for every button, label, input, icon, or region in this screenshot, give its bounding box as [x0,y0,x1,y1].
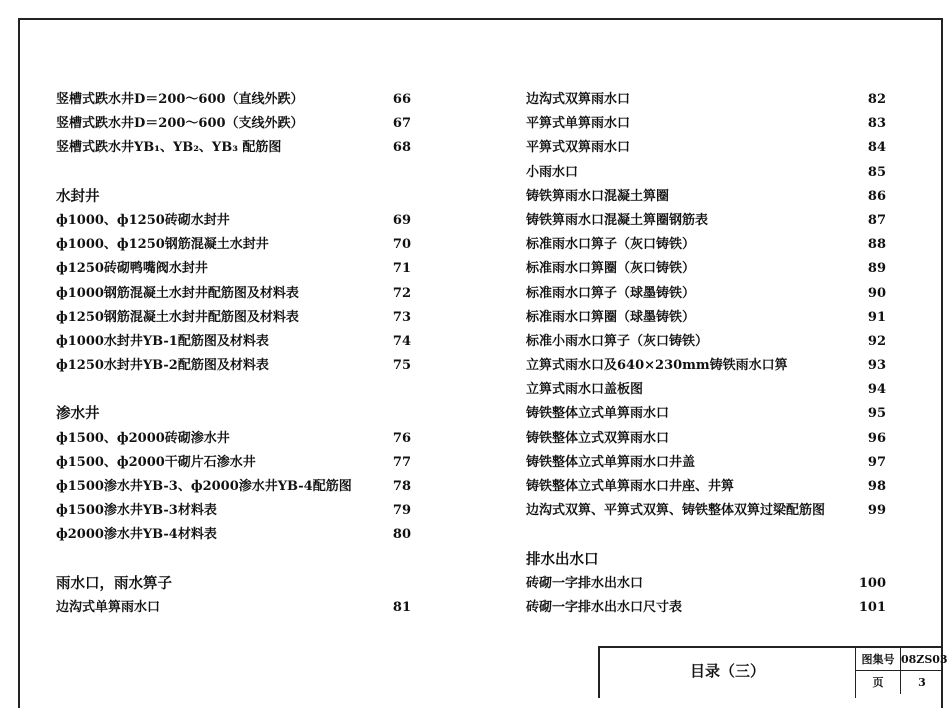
toc-entry [56,475,416,499]
toc-entry-page: 100 [858,575,886,591]
toc-entry-page: 67 [392,116,411,132]
section-heading [56,185,416,209]
toc-entry [56,112,416,136]
toc-entry-title: 砖砌一字排水出水口尺寸表 [526,599,683,615]
toc-entry-title: ф1250钢筋混凝土水封井配筋图及材料表 [56,309,299,325]
toc-entry-page: 77 [392,454,411,470]
toc-entry [526,572,886,596]
toc-entry-title: 边沟式单箅雨水口 [56,599,161,615]
toc-entry-page: 86 [867,188,886,204]
toc-entry-title: ф1000、ф1250砖砌水封井 [56,212,230,228]
toc-entry [56,427,416,451]
toc-entry [526,330,886,354]
title-block [598,646,948,698]
toc-entry-title: ф1250砖砌鸭嘴阀水封井 [56,261,208,277]
toc-entry [526,233,886,257]
toc-entry-page: 76 [392,430,411,446]
toc-entry [526,475,886,499]
toc-entry-page: 69 [392,212,411,228]
toc-entry [56,233,416,257]
page-number-value: 3 [918,676,926,689]
toc-entry-title: ф1500、ф2000干砌片石渗水井 [56,454,256,470]
toc-entry-page: 84 [867,140,886,156]
toc-entry-page: 71 [392,261,411,277]
section-heading [526,548,886,572]
toc-entry-title: 标准雨水口箅子（球墨铸铁） [526,285,696,301]
toc-entry-page: 99 [867,503,886,519]
toc-entry-title: ф1000、ф1250钢筋混凝土水封井 [56,237,269,253]
spacer [56,161,416,185]
toc-entry-title: ф1250水封井YB-2配筋图及材料表 [56,358,269,374]
toc-entry-page: 92 [867,333,886,349]
toc-entry-title: ф1500渗水井YB-3、ф2000渗水井YB-4配筋图 [56,479,352,494]
toc-entry-title: 平箅式双箅雨水口 [526,140,631,156]
atlas-number-label: 图集号 [856,648,901,671]
toc-entry-page: 83 [867,116,886,132]
toc-entry-title: ф1000钢筋混凝土水封井配筋图及材料表 [56,285,299,301]
toc-entry [56,88,416,112]
toc-entry-title: 砖砌一字排水出水口 [526,575,644,591]
toc-column-right [526,88,886,620]
toc-entry [526,88,886,112]
toc-entry-page: 85 [867,164,886,180]
toc-entry-title: 立箅式雨水口盖板图 [526,382,644,398]
toc-column-left [56,88,416,620]
toc-entry-page: 70 [392,237,411,253]
toc-entry-page: 94 [867,382,886,398]
toc-entry-page: 81 [392,599,411,615]
toc-entry [56,282,416,306]
toc-entry-page: 74 [392,333,411,349]
toc-entry-page: 96 [867,430,886,446]
page-label: 页 [856,671,901,694]
toc-entry [526,427,886,451]
toc-entry [526,136,886,160]
toc-entry-title: 铸铁整体立式单箅雨水口 [526,406,670,422]
toc-entry [56,499,416,523]
toc-entry [526,209,886,233]
toc-entry [526,354,886,378]
toc-entry [56,136,416,160]
toc-entry-title: ф1500渗水井YB-3材料表 [56,503,217,519]
toc-entry-title: 竖槽式跌水井D＝200～600（支线外跌） [56,116,304,132]
section-heading [56,572,416,596]
toc-entry [56,306,416,330]
toc-entry [56,523,416,547]
toc-entry [526,282,886,306]
spacer [56,378,416,402]
toc-entry-title: 铸铁箅雨水口混凝土箅圈 [526,188,670,204]
section-heading [56,402,416,426]
toc-entry-page: 80 [392,527,411,543]
toc-entry-page: 68 [392,140,411,156]
toc-entry-title: ф1000水封井YB-1配筋图及材料表 [56,333,269,349]
toc-entry-title: 边沟式双箅、平箅式双箅、铸铁整体双箅过梁配筋图 [526,503,826,519]
toc-entry-page: 75 [392,358,411,374]
toc-entry [526,161,886,185]
toc-entry-page: 97 [867,454,886,470]
spacer [56,548,416,572]
toc-entry-page: 87 [867,212,886,228]
toc-entry-title: 铸铁整体立式单箅雨水口井座、井箅 [526,479,735,494]
toc-entry-page: 90 [867,285,886,301]
toc-entry-page: 66 [392,92,411,107]
toc-entry-page: 98 [867,479,886,494]
toc-entry [526,499,886,523]
section-heading-text: 雨水口，雨水箅子 [56,575,172,592]
toc-entry-title: 标准雨水口箅圈（灰口铸铁） [526,261,696,277]
toc-entry-title: 竖槽式跌水井YB₁、YB₂、YB₃ 配筋图 [56,140,282,156]
toc-entry-title: 竖槽式跌水井D＝200～600（直线外跌） [56,92,304,107]
toc-entry-page: 78 [392,479,411,494]
toc-entry-title: 标准小雨水口箅子（灰口铸铁） [526,333,709,349]
toc-entry-title: ф2000渗水井YB-4材料表 [56,527,217,543]
toc-entry-page: 89 [867,261,886,277]
toc-entry [526,185,886,209]
spacer [526,523,886,547]
toc-entry [56,596,416,620]
toc-entry-page: 79 [392,503,411,519]
toc-entry [56,257,416,281]
atlas-number-value: 08ZS03 [901,648,943,671]
toc-entry-title: ф1500、ф2000砖砌渗水井 [56,430,230,446]
toc-entry-title: 铸铁整体立式双箅雨水口 [526,430,670,446]
toc-entry-page: 82 [867,92,886,107]
toc-entry [56,354,416,378]
toc-entry [526,257,886,281]
toc-entry-page: 93 [867,358,886,374]
toc-entry-title: 标准雨水口箅圈（球墨铸铁） [526,309,696,325]
toc-entry-title: 铸铁整体立式单箅雨水口井盖 [526,454,696,470]
toc-entry [526,112,886,136]
toc-entry-page: 73 [392,309,411,325]
toc-entry [526,306,886,330]
toc-entry-page: 72 [392,285,411,301]
sheet-title: 目录（三） [600,648,856,698]
section-heading-text: 渗水井 [56,406,100,423]
section-heading-text: 水封井 [56,188,100,205]
toc-entry-title: 立箅式雨水口及640×230mm铸铁雨水口箅 [526,358,788,374]
toc-entry-title: 铸铁箅雨水口混凝土箅圈钢筋表 [526,212,709,228]
toc-entry-title: 标准雨水口箅子（灰口铸铁） [526,237,696,253]
toc-entry [526,451,886,475]
toc-entry-title: 边沟式双箅雨水口 [526,92,631,107]
toc-entry [56,451,416,475]
toc-entry-title: 平箅式单箅雨水口 [526,116,631,132]
toc-entry [526,596,886,620]
toc-entry-page: 101 [858,599,886,615]
toc-entry [56,209,416,233]
toc-entry-page: 91 [867,309,886,325]
toc-entry [526,402,886,426]
section-heading-text: 排水出水口 [526,551,599,568]
toc-entry-page: 95 [867,406,886,422]
toc-entry [56,330,416,354]
toc-entry [526,378,886,402]
toc-entry-page: 88 [867,237,886,253]
toc-entry-title: 小雨水口 [526,164,579,180]
